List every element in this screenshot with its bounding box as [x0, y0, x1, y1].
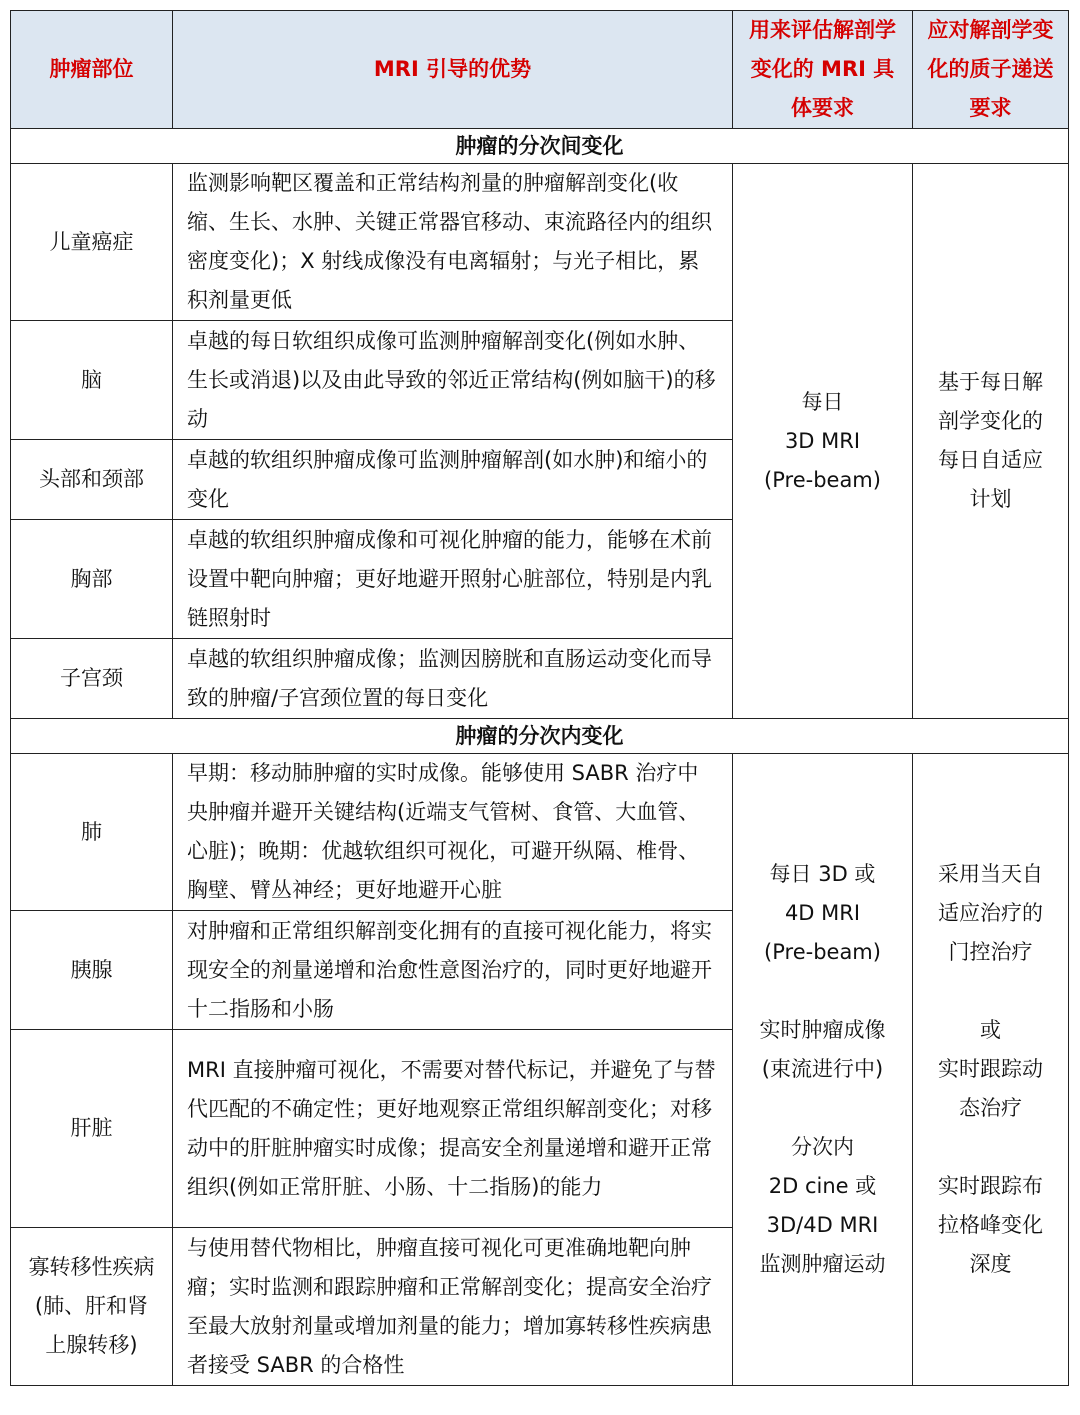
section-title: 肿瘤的分次内变化 [11, 719, 1069, 754]
section-row-inter [11, 129, 1069, 164]
section-row-intra [11, 719, 1069, 754]
row-advantage: MRI 直接肿瘤可视化，不需要对替代标记，并避免了与替代匹配的不确定性；更好地观察正常组织解剖变化；对移动中的肝脏肿瘤实时成像；提高安全剂量递增和避开正常组织(例如正常肝脏、小肠、十二指肠)的能力 [173, 1030, 733, 1228]
header-row [11, 11, 1069, 129]
table-row [11, 164, 1069, 321]
row-site: 胸部 [11, 520, 173, 639]
proton-requirement: 采用当天自 适应治疗的 门控治疗 或 实时跟踪动 态治疗 实时跟踪布 拉格峰变化 深度 [913, 754, 1069, 1386]
row-site: 胰腺 [11, 911, 173, 1030]
row-advantage: 监测影响靶区覆盖和正常结构剂量的肿瘤解剖变化(收缩、生长、水肿、关键正常器官移动、束流路径内的组织密度变化)；X 射线成像没有电离辐射；与光子相比，累积剂量更低 [173, 164, 733, 321]
row-advantage: 早期：移动肺肿瘤的实时成像。能够使用 SABR 治疗中央肿瘤并避开关键结构(近端支气管树、食管、大血管、心脏)；晚期：优越软组织可视化，可避开纵隔、椎骨、胸壁、臂丛神经；更好地避开心脏 [173, 754, 733, 911]
header-mri-req: 用来评估解剖学变化的 MRI 具体要求 [733, 11, 913, 129]
row-advantage: 对肿瘤和正常组织解剖变化拥有的直接可视化能力，将实现安全的剂量递增和治愈性意图治疗的，同时更好地避开十二指肠和小肠 [173, 911, 733, 1030]
mri-requirement: 每日 3D MRI (Pre-beam) [733, 164, 913, 719]
row-advantage: 卓越的软组织肿瘤成像可监测肿瘤解剖(如水肿)和缩小的变化 [173, 440, 733, 520]
section-title: 肿瘤的分次间变化 [11, 129, 1069, 164]
row-site: 儿童癌症 [11, 164, 173, 321]
row-site: 肺 [11, 754, 173, 911]
row-site: 脑 [11, 321, 173, 440]
table-row [11, 754, 1069, 911]
mri-requirement: 每日 3D 或 4D MRI (Pre-beam) 实时肿瘤成像 (束流进行中) 分次内 2D cine 或 3D/4D MRI 监测肿瘤运动 [733, 754, 913, 1386]
row-advantage: 卓越的每日软组织成像可监测肿瘤解剖变化(例如水肿、生长或消退)以及由此导致的邻近正常结构(例如脑干)的移动 [173, 321, 733, 440]
row-site: 肝脏 [11, 1030, 173, 1228]
row-site: 寡转移性疾病(肺、肝和肾上腺转移) [11, 1228, 173, 1386]
header-advantage: MRI 引导的优势 [173, 11, 733, 129]
row-advantage: 卓越的软组织肿瘤成像和可视化肿瘤的能力，能够在术前设置中靶向肿瘤；更好地避开照射心脏部位，特别是内乳链照射时 [173, 520, 733, 639]
row-advantage: 与使用替代物相比，肿瘤直接可视化可更准确地靶向肿瘤；实时监测和跟踪肿瘤和正常解剖变化；提高安全治疗至最大放射剂量或增加剂量的能力；增加寡转移性疾病患者接受 SABR 的合格性 [173, 1228, 733, 1386]
header-proton-req: 应对解剖学变化的质子递送要求 [913, 11, 1069, 129]
row-advantage: 卓越的软组织肿瘤成像；监测因膀胱和直肠运动变化而导致的肿瘤/子宫颈位置的每日变化 [173, 639, 733, 719]
comparison-table [10, 10, 1069, 1386]
row-site: 子宫颈 [11, 639, 173, 719]
proton-requirement: 基于每日解 剖学变化的 每日自适应 计划 [913, 164, 1069, 719]
header-site: 肿瘤部位 [11, 11, 173, 129]
row-site: 头部和颈部 [11, 440, 173, 520]
